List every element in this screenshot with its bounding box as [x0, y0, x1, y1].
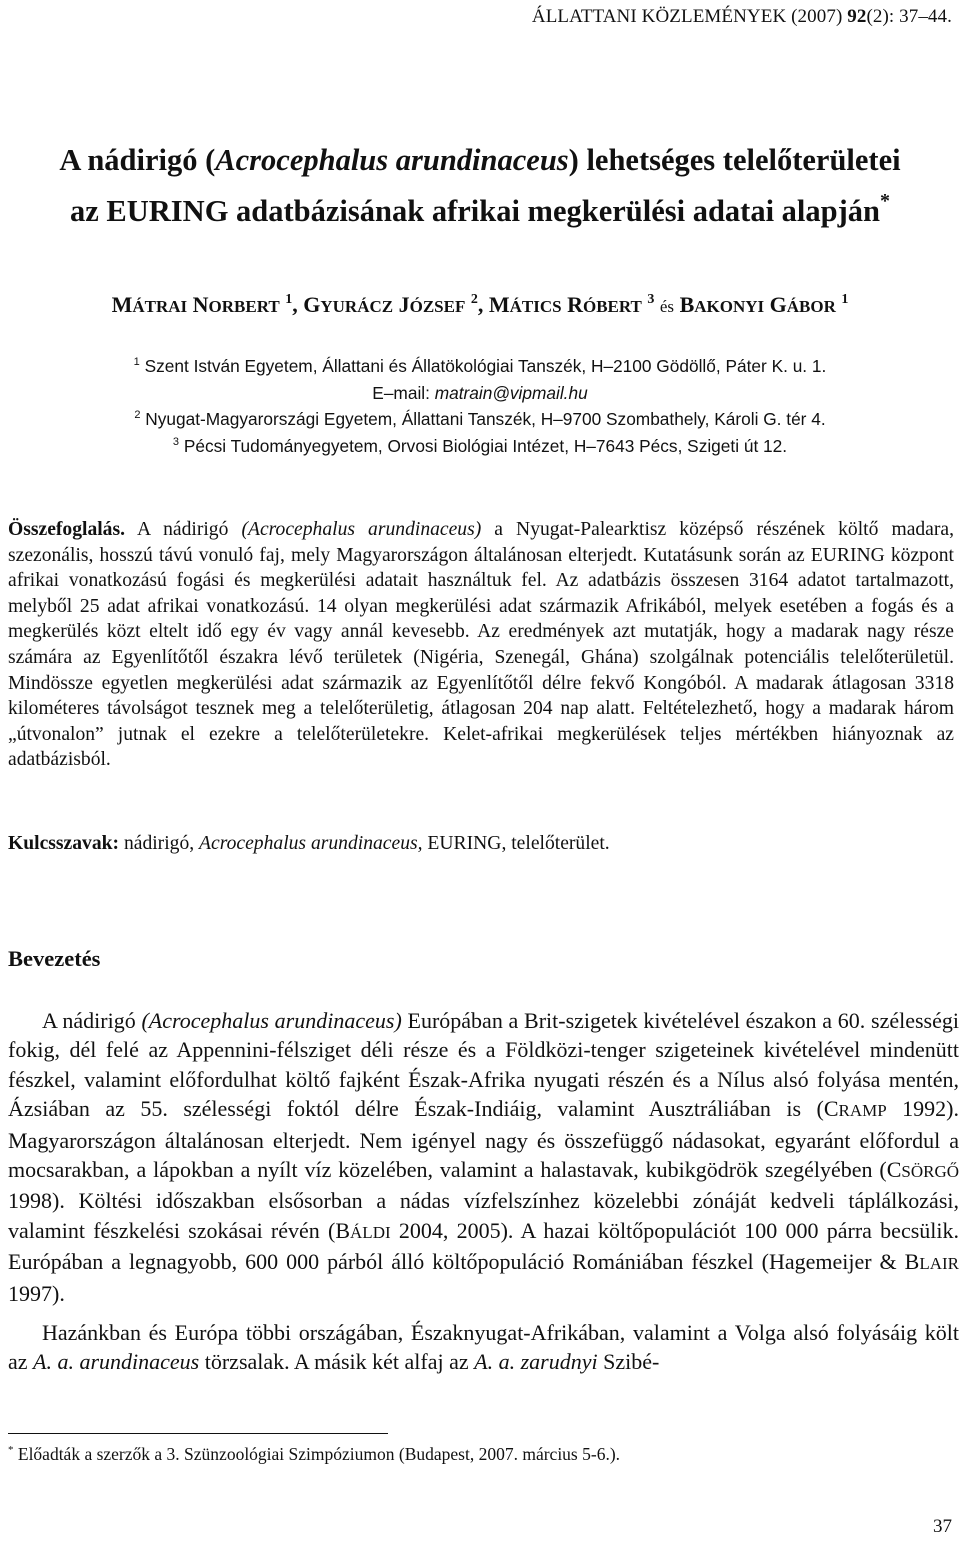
authors-conjunction: és — [659, 297, 675, 316]
footnote-mark: * — [8, 1444, 14, 1456]
affiliation-3: $^3$ Pécsi Tudományegyetem, Orvosi Biológiai Intézet, H–7643 Pécs, Szigeti út 12. — [172, 435, 788, 456]
affiliation-1: $^1$ Szent István Egyetem, Állattani és Állatökológiai Tanszék, H–2100 Gödöllő, Páter K. u. 1. — [133, 356, 827, 376]
author-2: GYURÁCZ JÓZSEF $^2$ — [303, 292, 478, 317]
article-title — [10, 140, 950, 232]
author-1: MÁTRAI NORBERT $^1$ — [111, 292, 293, 317]
author-4: BAKONYI GÁBOR $^1$ — [679, 292, 849, 317]
footnote-divider — [8, 1433, 388, 1434]
page-number: 37 — [933, 1516, 952, 1537]
affiliation-1-email: E–mail: matrain@vipmail.hu — [372, 382, 588, 403]
author-1-affil: 1 — [285, 292, 293, 307]
introduction-text — [8, 1006, 959, 1376]
email-link[interactable]: matrain@vipmail.hu — [434, 382, 588, 403]
journal-volume: 92 — [847, 6, 867, 27]
affiliation-2: $^2$ Nyugat-Magyarországi Egyetem, Állattani Tanszék, H–9700 Szombathely, Károli G. tér 4. — [134, 409, 826, 429]
keywords-label: Kulcsszavak: — [8, 833, 120, 854]
author-3: MÁTICS RÓBERT $^3$ — [488, 292, 655, 317]
title-line2: az EURING adatbázisának afrikai megkerülési adatai alapján — [70, 194, 880, 228]
journal-name: ÁLLATTANI KÖZLEMÉNYEK (2007) — [531, 6, 843, 27]
abstract-species: (Acrocephalus arundinaceus) — [241, 519, 482, 540]
keywords-species: Acrocephalus arundinaceus, — [199, 833, 423, 854]
title-rest: ) lehetséges telelőterületei — [568, 143, 901, 177]
journal-header — [532, 6, 952, 28]
intro-paragraph-2: Hazánkban és Európa többi országában, Északnyugat-Afrikában, valamint a Volga alsó folyásáig költ az A. a. arundinaceus törzsalak. A másik két alfaj az A. a. zarudnyi Szibé- — [8, 1319, 959, 1374]
author-2-affil: 2 — [470, 292, 478, 307]
section-heading: Bevezetés — [8, 946, 101, 971]
affiliations — [20, 353, 940, 459]
footnote: * Előadták a szerzők a 3. Szünzoológiai Szimpóziumon (Budapest, 2007. március 5-6.). — [8, 1444, 621, 1464]
author-4-affil: 1 — [841, 292, 849, 307]
abstract-label: Összefoglalás. — [8, 519, 126, 540]
author-list: MÁTRAI NORBERT $^1$, GYURÁCZ JÓZSEF $^2$, MÁTICS RÓBERT $^3$ és BAKONYI GÁBOR $^1$ — [111, 292, 849, 317]
author-3-affil: 3 — [647, 292, 655, 307]
title-species: Acrocephalus arundinaceus — [215, 143, 569, 177]
abstract: Összefoglalás. A nádirigó (Acrocephalus arundinaceus) a Nyugat-Palearktisz középső részének költő madara, szezonális, hosszú távú vonuló faj, mely Magyarországon általánosan elterjedt. Kutatásunk során az EURING központ afrikai vonatkozású fogási és megkerülési adatait használtuk fel. Az adatbázis összesen 3164 adatot tartalmazott, melyből 25 adat afrikai vonatkozású. 14 olyan megkerülési adat származik Afrikából, melyek esetében a fogás és a megkerülés közt eltelt idő egy év vagy annál kevesebb. Az eredmények azt mutatják, hogy a madarak nagy része számára az Egyenlítőtől északra lévő területek (Nigéria, Szenegál, Ghána) szolgálnak potenciális telelőterületül. Mindössze egyetlen megkerülési adat származik az Egyenlítőtől délre fekvő Kongóból. A madarak átlagosan 3318 kilométeres távolságot tesznek meg a telelőterületig, átlagosan 204 nap alatt. Feltételezhető, hogy a madarak három „útvonalon” jutnak el ezekre a telelőterületekre. Kelet-afrikai megkerülések teljes mértékben hiányoznak az adatbázisból. — [8, 519, 954, 771]
title-asterisk: * — [880, 190, 890, 212]
intro-paragraph-1: A nádirigó (Acrocephalus arundinaceus) Európában a Brit-szigetek kivételével északon a 60. szélességi fokig, dél felé az Appennini-félsziget déli része és a Földközi-tenger szigeteinek kivételével mindenütt fészkel, valamint előfordulhat költő fajként Észak-Afrika nyugati részén és a Nílus alsó folyása mentén, Ázsiában az 55. szélességi foktól délre Észak-Indiáig, valamint Ausztráliában is (CRAMP 1992). Magyarországon általánosan elterjedt. Nem igényel nagy és összefüggő nádasokat, egyaránt előfordul a mocsarakban, a lápokban a nyílt víz közelében, valamint a halastavak, kubikgödrök szegélyében (CSÖRGŐ 1998). Költési időszakban elsősorban a nádas vízfelszínhez közelebbi zónáját kedveli táplálkozási, valamint fészkelési szokásai révén (BÁLDI 2004, 2005). A hazai költőpopulációt 100 000 párra becsülik. Európában a legnagyobb, 600 000 párból álló költőpopuláció Romániában fészkel (Hagemeijer & BLAIR 1997). — [8, 1008, 959, 1306]
journal-issue-pages: (2): 37–44. — [866, 6, 952, 27]
title-main: A nádirigó ( — [59, 143, 216, 177]
keywords: Kulcsszavak: nádirigó, Acrocephalus arundinaceus, EURING, telelőterület. — [8, 833, 610, 854]
